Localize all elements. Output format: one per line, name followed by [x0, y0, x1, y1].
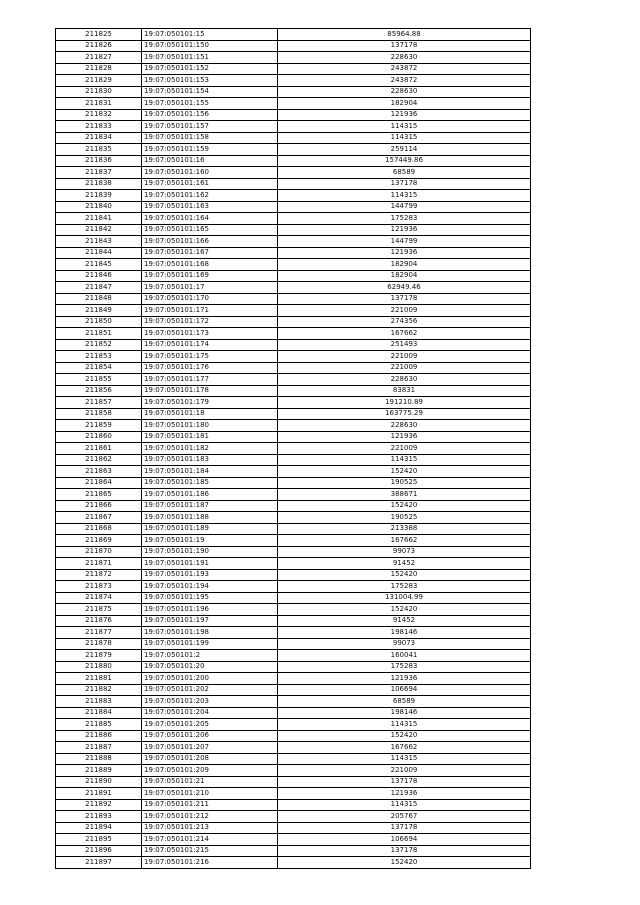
- cadastral-number-cell: 19:07:050101:168: [142, 259, 278, 271]
- table-row: [56, 742, 531, 754]
- row-number-cell: 211844: [56, 247, 142, 259]
- value-cell: 190525: [278, 477, 531, 489]
- table-row: [56, 40, 531, 52]
- row-number-cell: 211874: [56, 592, 142, 604]
- row-number-cell: 211851: [56, 328, 142, 340]
- cadastral-number-cell: 19:07:050101:206: [142, 730, 278, 742]
- row-number-cell: 211866: [56, 500, 142, 512]
- cadastral-value-table: [55, 28, 531, 869]
- value-cell: 91452: [278, 615, 531, 627]
- table-row: [56, 581, 531, 593]
- value-cell: 152420: [278, 569, 531, 581]
- row-number-cell: 211893: [56, 811, 142, 823]
- cadastral-number-cell: 19:07:050101:151: [142, 52, 278, 64]
- cadastral-number-cell: 19:07:050101:197: [142, 615, 278, 627]
- table-row: [56, 546, 531, 558]
- table-row: [56, 857, 531, 869]
- row-number-cell: 211857: [56, 397, 142, 409]
- value-cell: 175283: [278, 581, 531, 593]
- value-cell: 160041: [278, 650, 531, 662]
- table-row: [56, 374, 531, 386]
- table-row: [56, 638, 531, 650]
- table-row: [56, 236, 531, 248]
- value-cell: 259114: [278, 144, 531, 156]
- value-cell: 152420: [278, 466, 531, 478]
- row-number-cell: 211881: [56, 673, 142, 685]
- row-number-cell: 211848: [56, 293, 142, 305]
- value-cell: 191210.89: [278, 397, 531, 409]
- cadastral-number-cell: 19:07:050101:19: [142, 535, 278, 547]
- row-number-cell: 211831: [56, 98, 142, 110]
- row-number-cell: 211859: [56, 420, 142, 432]
- table-row: [56, 121, 531, 133]
- value-cell: 68589: [278, 167, 531, 179]
- row-number-cell: 211863: [56, 466, 142, 478]
- cadastral-number-cell: 19:07:050101:176: [142, 362, 278, 374]
- row-number-cell: 211873: [56, 581, 142, 593]
- table-row: [56, 29, 531, 41]
- value-cell: 274356: [278, 316, 531, 328]
- value-cell: 144799: [278, 201, 531, 213]
- cadastral-number-cell: 19:07:050101:160: [142, 167, 278, 179]
- value-cell: 121936: [278, 788, 531, 800]
- table-row: [56, 673, 531, 685]
- value-cell: 137178: [278, 845, 531, 857]
- cadastral-number-cell: 19:07:050101:203: [142, 696, 278, 708]
- cadastral-number-cell: 19:07:050101:150: [142, 40, 278, 52]
- value-cell: 228630: [278, 420, 531, 432]
- cadastral-number-cell: 19:07:050101:2: [142, 650, 278, 662]
- value-cell: 121936: [278, 109, 531, 121]
- value-cell: 91452: [278, 558, 531, 570]
- table-row: [56, 765, 531, 777]
- table-row: [56, 109, 531, 121]
- cadastral-number-cell: 19:07:050101:208: [142, 753, 278, 765]
- row-number-cell: 211837: [56, 167, 142, 179]
- table-row: [56, 328, 531, 340]
- value-cell: 137178: [278, 776, 531, 788]
- value-cell: 388671: [278, 489, 531, 501]
- table-body: [56, 29, 531, 869]
- table-row: [56, 558, 531, 570]
- cadastral-number-cell: 19:07:050101:207: [142, 742, 278, 754]
- cadastral-number-cell: 19:07:050101:200: [142, 673, 278, 685]
- table-row: [56, 178, 531, 190]
- row-number-cell: 211840: [56, 201, 142, 213]
- row-number-cell: 211892: [56, 799, 142, 811]
- table-row: [56, 569, 531, 581]
- table-row: [56, 52, 531, 64]
- cadastral-number-cell: 19:07:050101:209: [142, 765, 278, 777]
- value-cell: 121936: [278, 247, 531, 259]
- value-cell: 137178: [278, 178, 531, 190]
- value-cell: 167662: [278, 535, 531, 547]
- row-number-cell: 211864: [56, 477, 142, 489]
- value-cell: 205767: [278, 811, 531, 823]
- cadastral-number-cell: 19:07:050101:152: [142, 63, 278, 75]
- table-row: [56, 776, 531, 788]
- row-number-cell: 211858: [56, 408, 142, 420]
- value-cell: 228630: [278, 86, 531, 98]
- value-cell: 144799: [278, 236, 531, 248]
- table-row: [56, 661, 531, 673]
- cadastral-number-cell: 19:07:050101:172: [142, 316, 278, 328]
- row-number-cell: 211862: [56, 454, 142, 466]
- table-row: [56, 834, 531, 846]
- table-row: [56, 339, 531, 351]
- table-row: [56, 201, 531, 213]
- cadastral-number-cell: 19:07:050101:184: [142, 466, 278, 478]
- row-number-cell: 211867: [56, 512, 142, 524]
- row-number-cell: 211861: [56, 443, 142, 455]
- table-row: [56, 98, 531, 110]
- table-row: [56, 719, 531, 731]
- cadastral-number-cell: 19:07:050101:215: [142, 845, 278, 857]
- row-number-cell: 211842: [56, 224, 142, 236]
- value-cell: 243872: [278, 63, 531, 75]
- value-cell: 198146: [278, 627, 531, 639]
- value-cell: 114315: [278, 719, 531, 731]
- row-number-cell: 211850: [56, 316, 142, 328]
- cadastral-number-cell: 19:07:050101:169: [142, 270, 278, 282]
- row-number-cell: 211886: [56, 730, 142, 742]
- cadastral-number-cell: 19:07:050101:178: [142, 385, 278, 397]
- row-number-cell: 211883: [56, 696, 142, 708]
- row-number-cell: 211834: [56, 132, 142, 144]
- value-cell: 62949.46: [278, 282, 531, 294]
- value-cell: 121936: [278, 224, 531, 236]
- value-cell: 99073: [278, 546, 531, 558]
- table-row: [56, 259, 531, 271]
- value-cell: 221009: [278, 443, 531, 455]
- cadastral-number-cell: 19:07:050101:199: [142, 638, 278, 650]
- value-cell: 221009: [278, 765, 531, 777]
- row-number-cell: 211849: [56, 305, 142, 317]
- table-row: [56, 408, 531, 420]
- row-number-cell: 211843: [56, 236, 142, 248]
- value-cell: 121936: [278, 431, 531, 443]
- value-cell: 137178: [278, 822, 531, 834]
- cadastral-number-cell: 19:07:050101:195: [142, 592, 278, 604]
- cadastral-number-cell: 19:07:050101:211: [142, 799, 278, 811]
- cadastral-number-cell: 19:07:050101:179: [142, 397, 278, 409]
- cadastral-number-cell: 19:07:050101:181: [142, 431, 278, 443]
- table-row: [56, 316, 531, 328]
- value-cell: 251493: [278, 339, 531, 351]
- cadastral-number-cell: 19:07:050101:175: [142, 351, 278, 363]
- row-number-cell: 211890: [56, 776, 142, 788]
- row-number-cell: 211825: [56, 29, 142, 41]
- value-cell: 221009: [278, 362, 531, 374]
- row-number-cell: 211897: [56, 857, 142, 869]
- value-cell: 106694: [278, 834, 531, 846]
- value-cell: 114315: [278, 190, 531, 202]
- row-number-cell: 211865: [56, 489, 142, 501]
- value-cell: 114315: [278, 753, 531, 765]
- table-row: [56, 431, 531, 443]
- table-row: [56, 753, 531, 765]
- cadastral-number-cell: 19:07:050101:161: [142, 178, 278, 190]
- table-row: [56, 75, 531, 87]
- row-number-cell: 211885: [56, 719, 142, 731]
- value-cell: 167662: [278, 328, 531, 340]
- cadastral-number-cell: 19:07:050101:154: [142, 86, 278, 98]
- cadastral-number-cell: 19:07:050101:190: [142, 546, 278, 558]
- table-row: [56, 477, 531, 489]
- row-number-cell: 211880: [56, 661, 142, 673]
- value-cell: 221009: [278, 351, 531, 363]
- table-row: [56, 788, 531, 800]
- table-row: [56, 512, 531, 524]
- value-cell: 228630: [278, 374, 531, 386]
- table-row: [56, 351, 531, 363]
- table-row: [56, 305, 531, 317]
- cadastral-number-cell: 19:07:050101:162: [142, 190, 278, 202]
- value-cell: 99073: [278, 638, 531, 650]
- cadastral-number-cell: 19:07:050101:193: [142, 569, 278, 581]
- row-number-cell: 211889: [56, 765, 142, 777]
- table-row: [56, 604, 531, 616]
- row-number-cell: 211891: [56, 788, 142, 800]
- row-number-cell: 211846: [56, 270, 142, 282]
- row-number-cell: 211884: [56, 707, 142, 719]
- cadastral-number-cell: 19:07:050101:196: [142, 604, 278, 616]
- value-cell: 182904: [278, 270, 531, 282]
- value-cell: 85964.88: [278, 29, 531, 41]
- value-cell: 182904: [278, 259, 531, 271]
- value-cell: 228630: [278, 52, 531, 64]
- table-row: [56, 799, 531, 811]
- cadastral-number-cell: 19:07:050101:186: [142, 489, 278, 501]
- value-cell: 152420: [278, 604, 531, 616]
- table-row: [56, 247, 531, 259]
- table-row: [56, 167, 531, 179]
- row-number-cell: 211852: [56, 339, 142, 351]
- row-number-cell: 211855: [56, 374, 142, 386]
- row-number-cell: 211827: [56, 52, 142, 64]
- table-row: [56, 822, 531, 834]
- row-number-cell: 211830: [56, 86, 142, 98]
- cadastral-number-cell: 19:07:050101:214: [142, 834, 278, 846]
- table-row: [56, 489, 531, 501]
- row-number-cell: 211869: [56, 535, 142, 547]
- cadastral-number-cell: 19:07:050101:16: [142, 155, 278, 167]
- cadastral-number-cell: 19:07:050101:159: [142, 144, 278, 156]
- row-number-cell: 211895: [56, 834, 142, 846]
- table-row: [56, 500, 531, 512]
- row-number-cell: 211887: [56, 742, 142, 754]
- cadastral-number-cell: 19:07:050101:188: [142, 512, 278, 524]
- value-cell: 198146: [278, 707, 531, 719]
- value-cell: 106694: [278, 684, 531, 696]
- value-cell: 167662: [278, 742, 531, 754]
- row-number-cell: 211894: [56, 822, 142, 834]
- value-cell: 114315: [278, 799, 531, 811]
- row-number-cell: 211838: [56, 178, 142, 190]
- cadastral-number-cell: 19:07:050101:177: [142, 374, 278, 386]
- table-row: [56, 707, 531, 719]
- cadastral-number-cell: 19:07:050101:165: [142, 224, 278, 236]
- cadastral-number-cell: 19:07:050101:18: [142, 408, 278, 420]
- value-cell: 221009: [278, 305, 531, 317]
- cadastral-number-cell: 19:07:050101:15: [142, 29, 278, 41]
- table-row: [56, 466, 531, 478]
- cadastral-number-cell: 19:07:050101:198: [142, 627, 278, 639]
- cadastral-number-cell: 19:07:050101:187: [142, 500, 278, 512]
- table-row: [56, 362, 531, 374]
- row-number-cell: 211876: [56, 615, 142, 627]
- table-row: [56, 454, 531, 466]
- table-row: [56, 397, 531, 409]
- value-cell: 137178: [278, 40, 531, 52]
- table-row: [56, 282, 531, 294]
- row-number-cell: 211839: [56, 190, 142, 202]
- value-cell: 68589: [278, 696, 531, 708]
- row-number-cell: 211853: [56, 351, 142, 363]
- value-cell: 152420: [278, 500, 531, 512]
- value-cell: 190525: [278, 512, 531, 524]
- cadastral-number-cell: 19:07:050101:180: [142, 420, 278, 432]
- cadastral-number-cell: 19:07:050101:173: [142, 328, 278, 340]
- row-number-cell: 211835: [56, 144, 142, 156]
- table-row: [56, 270, 531, 282]
- row-number-cell: 211896: [56, 845, 142, 857]
- row-number-cell: 211871: [56, 558, 142, 570]
- row-number-cell: 211828: [56, 63, 142, 75]
- cadastral-number-cell: 19:07:050101:155: [142, 98, 278, 110]
- cadastral-number-cell: 19:07:050101:185: [142, 477, 278, 489]
- table-row: [56, 420, 531, 432]
- row-number-cell: 211829: [56, 75, 142, 87]
- cadastral-number-cell: 19:07:050101:189: [142, 523, 278, 535]
- row-number-cell: 211845: [56, 259, 142, 271]
- value-cell: 152420: [278, 857, 531, 869]
- cadastral-number-cell: 19:07:050101:163: [142, 201, 278, 213]
- table-row: [56, 224, 531, 236]
- row-number-cell: 211870: [56, 546, 142, 558]
- table-row: [56, 443, 531, 455]
- table-row: [56, 615, 531, 627]
- cadastral-number-cell: 19:07:050101:158: [142, 132, 278, 144]
- row-number-cell: 211860: [56, 431, 142, 443]
- cadastral-number-cell: 19:07:050101:191: [142, 558, 278, 570]
- row-number-cell: 211888: [56, 753, 142, 765]
- table-row: [56, 155, 531, 167]
- row-number-cell: 211872: [56, 569, 142, 581]
- table-row: [56, 730, 531, 742]
- table-row: [56, 190, 531, 202]
- cadastral-number-cell: 19:07:050101:194: [142, 581, 278, 593]
- row-number-cell: 211847: [56, 282, 142, 294]
- table-row: [56, 592, 531, 604]
- value-cell: 131004.99: [278, 592, 531, 604]
- value-cell: 114315: [278, 454, 531, 466]
- cadastral-number-cell: 19:07:050101:167: [142, 247, 278, 259]
- value-cell: 213388: [278, 523, 531, 535]
- table-row: [56, 86, 531, 98]
- cadastral-number-cell: 19:07:050101:204: [142, 707, 278, 719]
- table-row: [56, 845, 531, 857]
- cadastral-number-cell: 19:07:050101:164: [142, 213, 278, 225]
- cadastral-number-cell: 19:07:050101:182: [142, 443, 278, 455]
- table-row: [56, 650, 531, 662]
- value-cell: 163775.29: [278, 408, 531, 420]
- table-row: [56, 696, 531, 708]
- row-number-cell: 211841: [56, 213, 142, 225]
- cadastral-number-cell: 19:07:050101:153: [142, 75, 278, 87]
- cadastral-number-cell: 19:07:050101:202: [142, 684, 278, 696]
- value-cell: 137178: [278, 293, 531, 305]
- row-number-cell: 211854: [56, 362, 142, 374]
- cadastral-number-cell: 19:07:050101:174: [142, 339, 278, 351]
- table-row: [56, 684, 531, 696]
- table-row: [56, 523, 531, 535]
- cadastral-number-cell: 19:07:050101:216: [142, 857, 278, 869]
- row-number-cell: 211878: [56, 638, 142, 650]
- table-row: [56, 535, 531, 547]
- value-cell: 175283: [278, 661, 531, 673]
- table-row: [56, 293, 531, 305]
- table-row: [56, 213, 531, 225]
- value-cell: 114315: [278, 121, 531, 133]
- table-row: [56, 144, 531, 156]
- cadastral-number-cell: 19:07:050101:156: [142, 109, 278, 121]
- row-number-cell: 211856: [56, 385, 142, 397]
- value-cell: 157449.86: [278, 155, 531, 167]
- row-number-cell: 211879: [56, 650, 142, 662]
- table-row: [56, 63, 531, 75]
- value-cell: 114315: [278, 132, 531, 144]
- cadastral-number-cell: 19:07:050101:157: [142, 121, 278, 133]
- cadastral-number-cell: 19:07:050101:213: [142, 822, 278, 834]
- row-number-cell: 211875: [56, 604, 142, 616]
- value-cell: 182904: [278, 98, 531, 110]
- cadastral-number-cell: 19:07:050101:21: [142, 776, 278, 788]
- value-cell: 243872: [278, 75, 531, 87]
- row-number-cell: 211832: [56, 109, 142, 121]
- table-row: [56, 132, 531, 144]
- row-number-cell: 211877: [56, 627, 142, 639]
- cadastral-number-cell: 19:07:050101:20: [142, 661, 278, 673]
- cadastral-number-cell: 19:07:050101:212: [142, 811, 278, 823]
- row-number-cell: 211833: [56, 121, 142, 133]
- value-cell: 121936: [278, 673, 531, 685]
- table-row: [56, 385, 531, 397]
- cadastral-number-cell: 19:07:050101:171: [142, 305, 278, 317]
- cadastral-number-cell: 19:07:050101:17: [142, 282, 278, 294]
- cadastral-number-cell: 19:07:050101:210: [142, 788, 278, 800]
- row-number-cell: 211882: [56, 684, 142, 696]
- value-cell: 152420: [278, 730, 531, 742]
- row-number-cell: 211836: [56, 155, 142, 167]
- row-number-cell: 211868: [56, 523, 142, 535]
- cadastral-number-cell: 19:07:050101:205: [142, 719, 278, 731]
- cadastral-number-cell: 19:07:050101:170: [142, 293, 278, 305]
- value-cell: 175283: [278, 213, 531, 225]
- table-row: [56, 627, 531, 639]
- value-cell: 83831: [278, 385, 531, 397]
- cadastral-number-cell: 19:07:050101:166: [142, 236, 278, 248]
- row-number-cell: 211826: [56, 40, 142, 52]
- table-row: [56, 811, 531, 823]
- cadastral-number-cell: 19:07:050101:183: [142, 454, 278, 466]
